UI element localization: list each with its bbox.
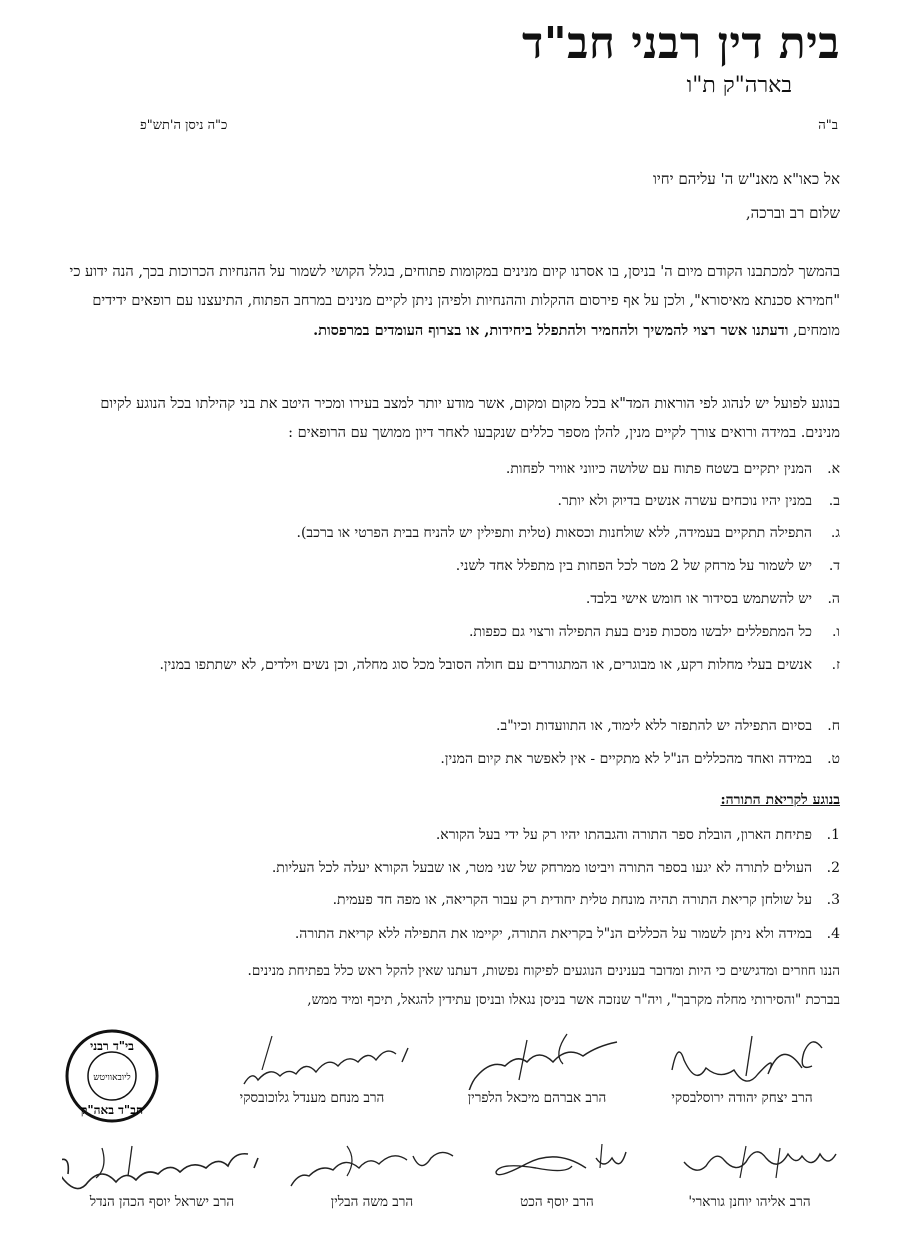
torah-rule-item [60,919,840,949]
handwritten-signature [212,1028,412,1090]
paragraph-rules-intro: בנוגע לפועל יש לנהוג לפי הוראות המד"א בכל מקום ומקום, אשר מודע יותר למצב בעירו ומכיר היטב את בני קהילתו בכל הנוגע לקיום מנינים. במידה ורואים צורך לקיים מנין, להלן מספר כללים שנקבעו לאחר דיון ממושך עם הרופאים : [100,396,840,441]
handwritten-signature [62,1138,262,1194]
rule-text: במידה ואחד מהכללים הנ"ל לא מתקיים - אין לאפשר את קיום המנין. [440,751,812,767]
rule-marker: ב. [828,493,840,509]
rule-item [60,617,840,647]
rule-marker: ז. [831,657,840,673]
torah-rule-marker: 4. [826,926,840,942]
rule-marker: ט. [827,751,840,767]
signature-block [477,1138,637,1210]
rule-marker: ו. [831,624,840,640]
org-subtitle: בארה"ק ת"ו [686,73,792,98]
signature-block [652,1138,847,1210]
signer-name: הרב משה הבלין [330,1194,414,1210]
handwritten-signature [660,1138,840,1194]
torah-rule-marker: 3. [826,892,840,908]
signer-name: הרב ישראל יוסף הכהן הנדל [89,1194,235,1210]
signature-block [437,1028,637,1106]
letter-date: כ"ה ניסן ה'תש"פ [140,118,228,133]
court-stamp [64,1028,160,1124]
torah-reading-heading: בנוגע לקריאת התורה: [720,792,840,808]
torah-rule-item [60,885,840,915]
torah-rule-item [60,820,840,850]
rule-marker: ה. [827,591,840,607]
paragraph-intro [60,258,840,346]
addressee: אל כאו"א מאנ"ש ה' עליהם יחיו [653,170,840,188]
torah-rule-item [60,853,840,883]
signer-name: הרב יוסף הכט [520,1194,594,1210]
torah-rule-text: במידה ולא ניתן לשמור על הכללים הנ"ל בקריאת התורה, יקיימו את התפילה ללא קריאת התורה. [294,926,812,942]
closing-blessing: בברכת "והסירותי מחלה מקרבך", ויה"ר שנזכה אשר בניסן נגאלו ובניסן עתידין להגאל, תיכף ומיד ממש, [307,992,840,1008]
rule-text: בסיום התפילה יש להתפזר ללא לימוד, או התוועדות וכיו"ב. [496,718,812,734]
svg-text:ליובאוויטש: ליובאוויטש [93,1073,131,1083]
rule-text: התפילה תתקיים בעמידה, ללא שולחנות וכסאות (טלית ותפילין יש להניח בבית הפרטי או ברכב). [296,525,812,541]
stamp-seal-icon [64,1028,160,1124]
rule-item [60,744,840,774]
torah-rule-text: העולים לתורה לא יגעו בספר התורה ויביטו ממרחק של שני מטר, או שבעל הקורא יעלה לכל העליות. [271,860,812,876]
rule-item [60,650,840,680]
signature-block [642,1028,842,1106]
rule-text: המנין יתקיים בשטח פתוח עם שלושה כיווני אוויר לפחות. [505,461,812,477]
rule-marker: א. [827,461,840,477]
torah-rule-marker: 1. [826,827,840,843]
rule-text: כל המתפללים ילבשו מסכות פנים בעת התפילה ורצוי גם כפפות. [468,624,812,640]
svg-text:חב"ד באה"ק: חב"ד באה"ק [80,1103,144,1117]
signer-name: הרב אברהם מיכאל הלפרין [467,1090,607,1106]
rule-item [60,486,840,516]
signer-name: הרב מנחם מענדל גלוכובסקי [239,1090,385,1106]
rule-marker: ח. [827,718,840,734]
signer-name: הרב יצחק יהודה ירוסלבסקי [671,1090,813,1106]
closing-line: הננו חוזרים ומדגישים כי היות ומדובר בענינים הנוגעים לפיקוח נפשות, דעתנו שאין להקל ראש כלל בפתיחת מנינים. [247,963,840,979]
signature-block [202,1028,422,1106]
rule-marker: ד. [828,558,840,574]
rule-text: אנשים בעלי מחלות רקע, או מבוגרים, או המתגוררים עם חולה הסובל מכל סוג מחלה, וכן נשים וילדים, לא ישתתפו במנין. [159,657,812,673]
signer-name: הרב אליהו יוחנן גורארי' [688,1194,811,1210]
rule-item [60,711,840,741]
handwritten-signature [652,1028,832,1090]
rule-item [60,584,840,614]
torah-rule-text: על שולחן קריאת התורה תהיה מונחת טלית יחודית רק עבור הקריאה, או מפה חד פעמית. [332,892,812,908]
svg-text:בי"ד רבני: בי"ד רבני [90,1039,134,1053]
rule-text: יש לשמור על מרחק של 2 מטר לכל הפחות בין מתפלל אחד לשני. [455,558,812,574]
paragraph-intro-bold: ודעתנו אשר רצוי להמשיך ולהחמיר ולהתפלל ביחידות, או בצרוף העומדים במרפסות. [313,322,789,339]
rule-text: יש להשתמש בסידור או חומש אישי בלבד. [585,591,812,607]
torah-rule-text: פתיחת הארון, הובלת ספר התורה והגבהתו יהיו רק על ידי בעל הקורא. [435,827,812,843]
greeting: שלום רב וברכה, [745,204,840,222]
torah-rule-marker: 2. [826,860,840,876]
handwritten-signature [287,1138,457,1194]
signature-block [52,1138,272,1210]
handwritten-signature [447,1028,627,1090]
rule-item [60,518,840,548]
rule-marker: ג. [830,525,840,541]
paragraph-intro-text: בהמשך למכתבנו הקודם מיום ה' בניסן, בו אסרנו קיום מנינים במקומות פתוחים, בגלל הקושי לשמור על ההנחיות הכרוכות בכך, הנה ידוע כי "חמירא סכנתא מאיסורא", ולכן על אף פירסום ההקלות וההנחיות ולפיהן ניתן לקיים מנינים במרחב הפתוח, התיעצנו עם רופאים ידידים מומחים, [69,264,840,339]
rule-item [60,454,840,484]
rule-text: במנין יהיו נוכחים עשרה אנשים בדיוק ולא יותר. [557,493,812,509]
rule-item [60,551,840,581]
bsd-mark: ב"ה [818,118,838,133]
signature-block [282,1138,462,1210]
org-name: בית דין רבני חב"ד [522,18,840,69]
handwritten-signature [482,1138,632,1194]
